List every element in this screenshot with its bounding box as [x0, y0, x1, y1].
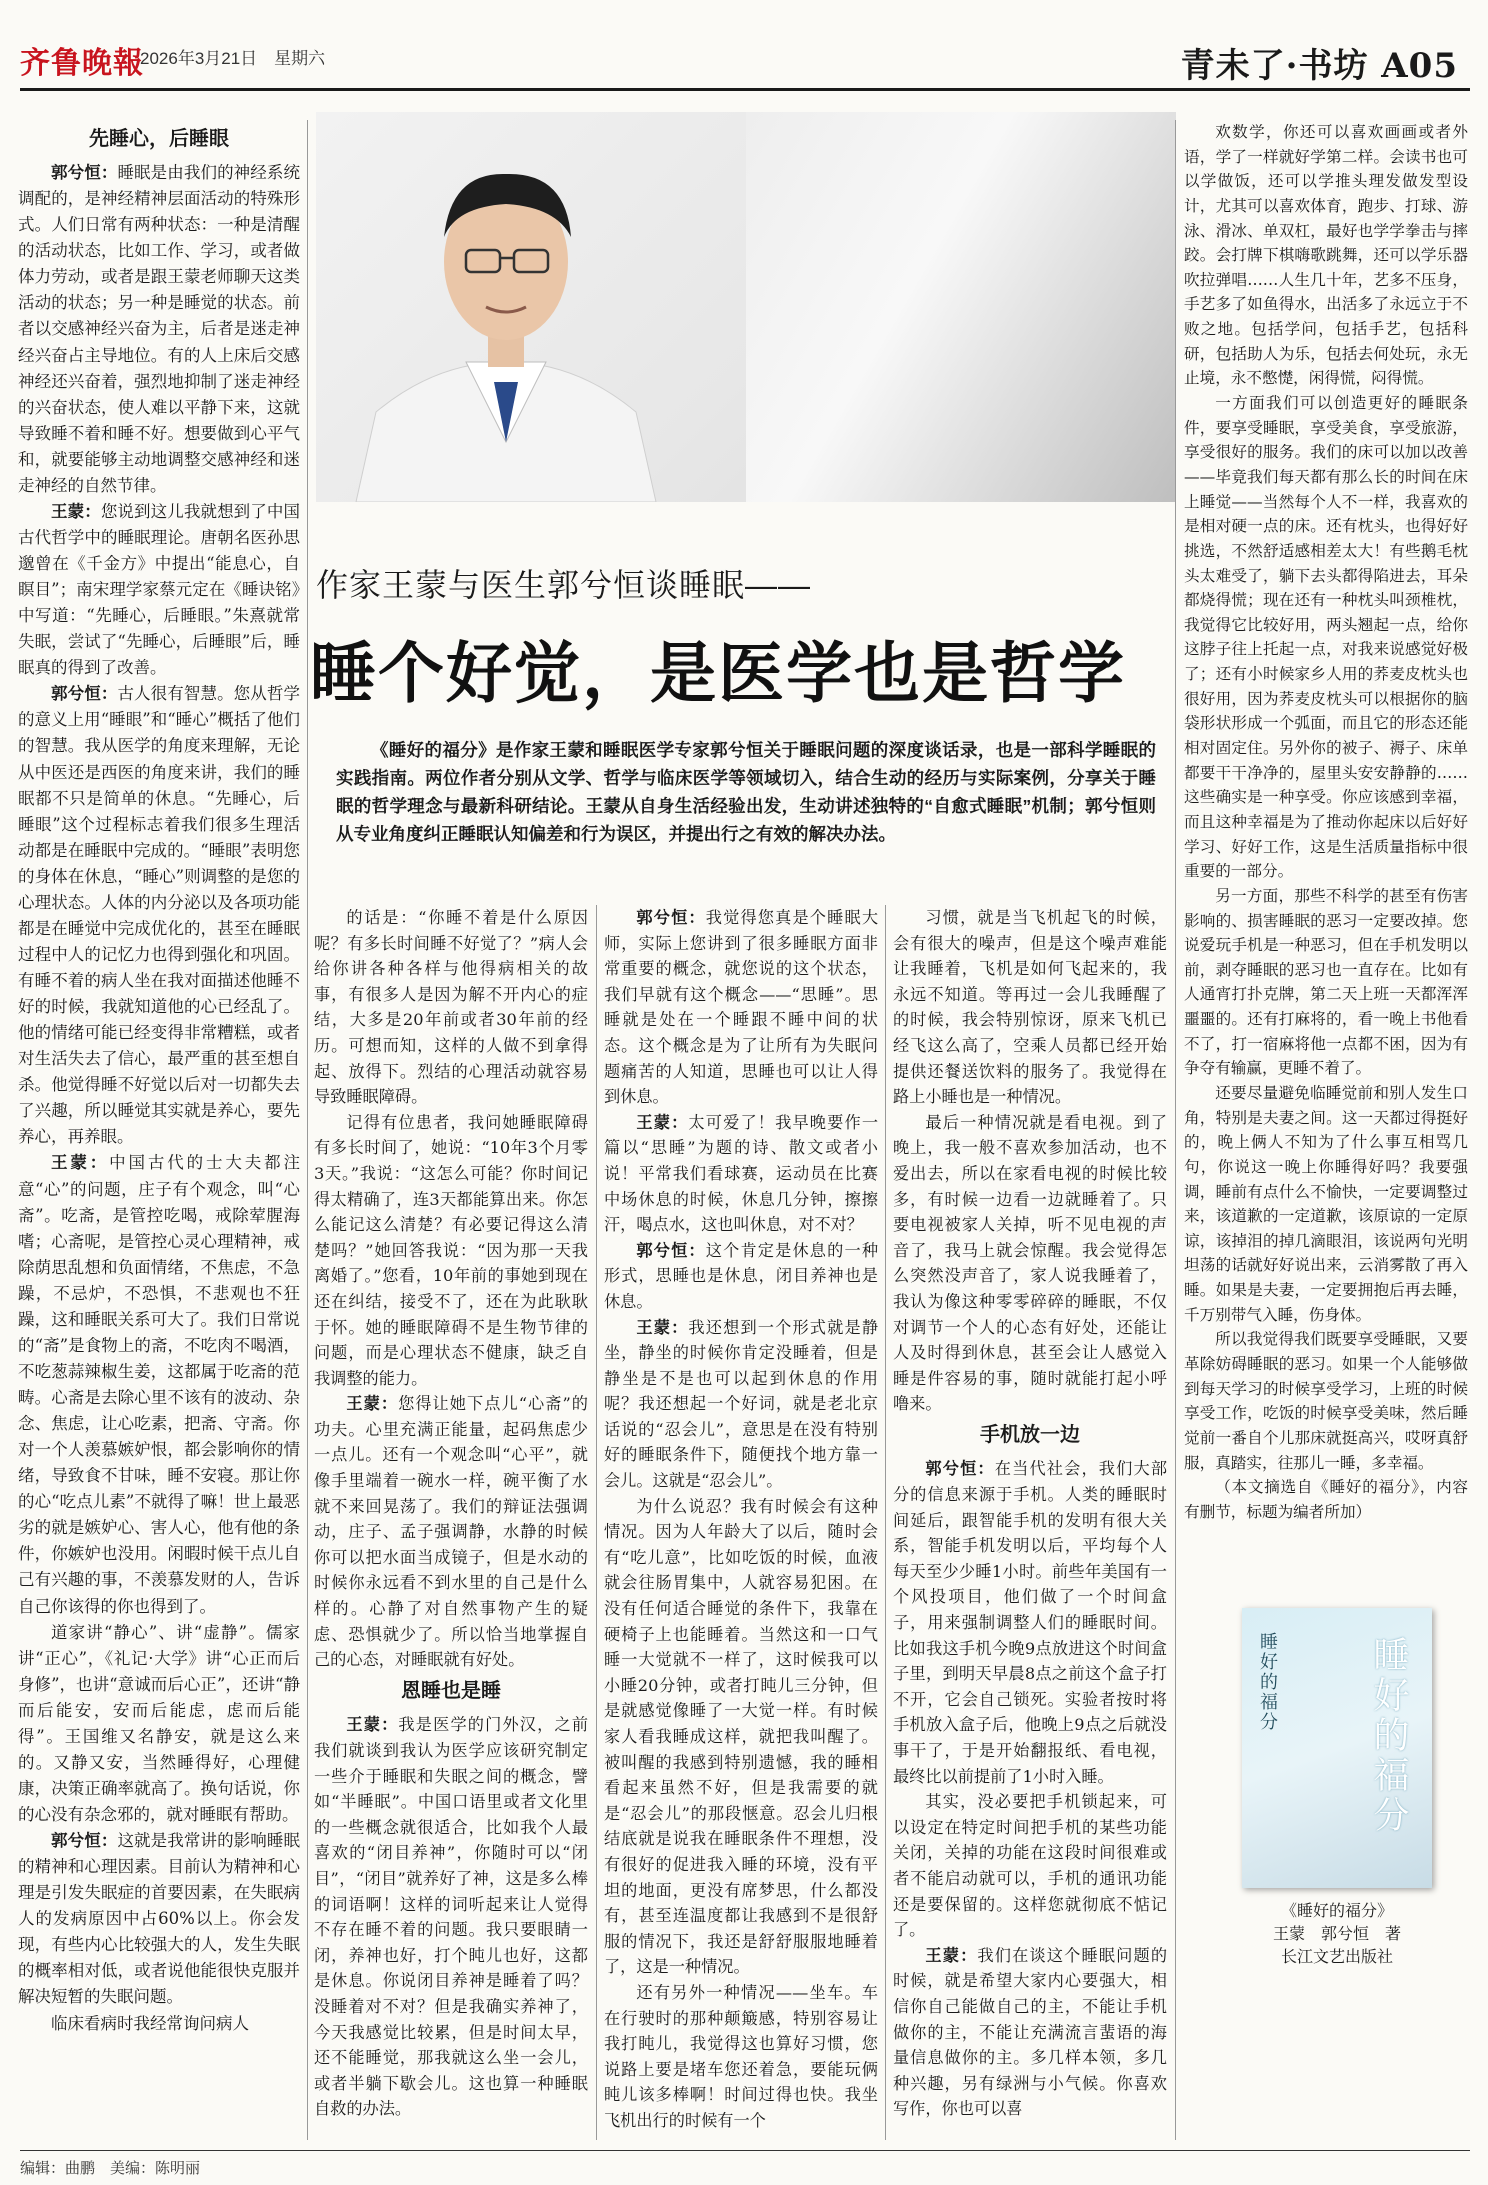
speaker-label: 王蒙：: [636, 1317, 689, 1337]
paragraph: [314, 1712, 588, 2122]
paragraph-text: 睡眠是由我们的神经系统调配的，是神经精神层面活动的特殊形式。人们日常有两种状态：一种是清醒的活动状态，比如工作、学习，或者做体力劳动，或者是跟王蒙老师聊天这类活动的状态；另一种是睡觉的状态。前者以交感神经兴奋为主，后者是迷走神经兴奋占主导地位。有的人上床后交感神经还兴奋着，强烈地抑制了迷走神经的兴奋状态，使人难以平静下来，这就导致睡不着和睡不好。想要做到心平气和，就要能够主动地调整交感神经和迷走神经的自然节律。: [18, 163, 300, 495]
paragraph: [18, 1828, 300, 2010]
subheading-1: 先睡心，后睡眼: [89, 128, 229, 150]
column-3-text: [604, 905, 878, 2134]
paragraph-text: 所以我觉得我们既要享受睡眠，又要革除妨碍睡眠的恶习。如果一个人能够做到每天学习的时候享受学习，上班的时候享受工作，吃饭的时候享受美味，然后睡觉前一番自个儿那床就挺高兴，哎呀真舒服，真踏实，往那儿一睡，多幸福。: [1184, 1330, 1468, 1472]
book-cover-title: 睡好的福分: [1368, 1636, 1409, 1836]
paragraph: [604, 905, 878, 1110]
paragraph: [604, 1238, 878, 1315]
paragraph: [1184, 1475, 1468, 1524]
paragraph-text: 欢数学，你还可以喜欢画画或者外语，学了一样就好学第二样。会读书也可以学做饭，还可以学推头理发做发型设计，尤其可以喜欢体育，跑步、打球、游泳、滑冰、单双杠，最好也学学拳击与摔跤。会打牌下棋嗨歌跳舞，还可以学乐器吹拉弹唱……人生几十年，艺多不压身，手艺多了如鱼得水，出活多了永远立于不败之地。包括学问，包括手艺，包括科研，包括助人为乐，包括去何处玩，永无止境，永不憋憷，闲得慌，闷得慌。: [1184, 123, 1468, 388]
speaker-label: 王蒙：: [925, 1945, 978, 1965]
paragraph: [1184, 1081, 1468, 1327]
paragraph-text: 这个肯定是休息的一种形式，思睡也是休息，闭目养神也是休息。: [604, 1240, 878, 1311]
paragraph-text: 为什么说忍？我有时候会有这种情况。因为人年龄大了以后，随时会有“吃儿意”，比如吃饭的时候，血液就会往肠胃集中，人就容易犯困。在没有任何适合睡觉的条件下，我靠在硬椅子上也能睡着。当然这和一口气睡一大觉就不一样了，这时候我可以小睡20分钟，或者打盹儿三分钟，但是就感觉像睡了一大觉一样。有时候家人看我睡成这样，就把我叫醒了。被叫醒的我感到特别遗憾，我的睡相看起来虽然不好，但是我需要的就是“忍会儿”的那段惬意。忍会儿归根结底就是说我在睡眠条件不理想，没有很好的促进我入睡的环境，没有平坦的地面，更没有席梦思，什么都没有，甚至连温度都让我感到不是很舒服的情况下，我还是舒舒服服地睡着了，这是一种情况。: [604, 1496, 878, 1977]
paragraph: [604, 1980, 878, 2134]
paragraph: [314, 905, 588, 1110]
issue-date: 2026年3月21日 星期六: [140, 49, 326, 68]
column-2-text: [314, 905, 588, 2122]
paragraph: [18, 160, 300, 499]
paragraph-text: 我觉得您真是个睡眠大师，实际上您讲到了很多睡眠方面非常重要的概念，就您说的这个状态，我们早就有这个概念——“思睡”。思睡就是处在一个睡跟不睡中间的状态。这个概念是为了让所有为失眠问题痛苦的人知道，思睡也可以让人得到休息。: [604, 908, 878, 1107]
photo-background: [746, 112, 1176, 502]
paragraph-text: 临床看病时我经常询问病人: [51, 2013, 249, 2033]
paragraph: [1184, 120, 1468, 391]
book-caption: [1232, 1900, 1442, 1969]
footer-credits: 编辑：曲鹏 美编：陈明丽: [20, 2160, 201, 2177]
paragraph-text: 还有另外一种情况——坐车。车在行驶时的那种颠簸感，特别容易让我打盹儿，我觉得这也算好习惯，您说路上要是堵车您还着急，要能玩俩盹儿该多棒啊！时间过得也快。我坐飞机出行的时候有一个: [604, 1982, 878, 2130]
paragraph-text: 我们在谈这个睡眠问题的时候，就是希望大家内心要强大，相信你自己能做自己的主，不能让手机做你的主，不能让充满流言蜚语的海量信息做你的主。多几样本领，多几种兴趣，另有绿洲与小气候。你喜欢写作，你也可以喜: [893, 1945, 1167, 2119]
paragraph: [893, 905, 1167, 1110]
paragraph-text: 的话是：“你睡不着是什么原因呢？有多长时间睡不好觉了？”病人会给你讲各种各样与他得病相关的故事，有很多人是因为解不开内心的症结，大多是20年前或者30年前的经历。可想而知，这样的人做不到拿得起、放得下。烈结的心理活动就容易导致睡眠障碍。: [314, 908, 588, 1107]
paragraph-text: 这就是我常讲的影响睡眠的精神和心理因素。目前认为精神和心理是引发失眠症的首要因素，在失眠病人的发病原因中占60%以上。你会发现，有些内心比较强大的人，发生失眠的概率相对低，或者说他能很快克服并解决短暂的失眠问题。: [18, 1831, 300, 2007]
paragraph: [18, 2011, 300, 2037]
paragraph-text: 还要尽量避免临睡觉前和别人发生口角，特别是夫妻之间。这一天都过得挺好的，晚上俩人不知为了什么事互相骂几句，你说这一晚上你睡得好吗？我要强调，睡前有点什么不愉快，一定要调整过来，该道歉的一定道歉，该原谅的一定原谅，该掉泪的掉几滴眼泪，该说两句光明坦荡的话就好好说出来，云消雾散了再入睡。如果是夫妻，一定要拥抱后再去睡，千万别带气入睡，伤身体。: [1184, 1083, 1468, 1324]
paragraph-text: （本文摘选自《睡好的福分》，内容有删节，标题为编者所加）: [1184, 1478, 1468, 1521]
column-4: [893, 905, 1167, 2122]
masthead: [0, 0, 1488, 96]
paragraph-text: 道家讲“静心”、讲“虚静”。儒家讲“正心”，《礼记·大学》讲“心正而后身修”，也讲“意诚而后心正”，还讲“静而后能安，安而后能虑，虑而后能得”。王国维又名静安，就是这么来的。又静又安，当然睡得好，心理健康，决策正确率就高了。换句话说，你的心没有杂念邪的，就对睡眠有帮助。: [18, 1622, 300, 1824]
paragraph-text: 中国古代的士大夫都注意“心”的问题，庄子有个观念，叫“心斋”。吃斋，是管控吃喝，戒除荤腥海嗜；心斋呢，是管控心灵心理精神，戒除荫思乱想和负面情绪，不焦虑，不急躁，不忌炉，不恐惧，不悲观也不狂躁，这和睡眠关系可大了。我们日常说的“斋”是食物上的斋，不吃肉不喝酒，不吃葱蒜辣椒生姜，这都属于吃斋的范畴。心斋是去除心里不该有的波动、杂念、焦虑，让心吃素，把斋、守斋。你对一个人羡慕嫉妒恨，都会影响你的情绪，导致食不甘味，睡不安寝。那让你的心“吃点儿素”不就得了嘛！世上最恶劣的就是嫉妒心、害人心，他有他的条件，你嫉妒也没用。闲暇时候干点儿自己有兴趣的事，不羡慕发财的人，告诉自己你该得的你也得到了。: [18, 1153, 300, 1616]
paragraph: [604, 1494, 878, 1980]
speaker-label: 王蒙：: [636, 1112, 689, 1132]
intro-text: 《睡好的福分》是作家王蒙和睡眠医学专家郭兮恒关于睡眠问题的深度谈话录，也是一部科学睡眠的实践指南。两位作者分别从文学、哲学与临床医学等领域切入，结合生动的经历与实际案例，分享关于睡眠的哲学理念与最新科研结论。王蒙从自身生活经验出发，生动讲述独特的“自愈式睡眠”机制；郭兮恒则从专业角度纠正睡眠认知偏差和行为误区，并提出行之有效的解决办法。: [336, 740, 1156, 844]
speaker-label: 郭兮恒：: [636, 908, 706, 927]
book-caption-title: 《睡好的福分》: [1280, 1903, 1393, 1920]
newspaper-logo: 齐鲁晚報: [20, 46, 144, 81]
speaker-label: 郭兮恒：: [636, 1240, 706, 1260]
author-photo: [316, 112, 1176, 502]
paragraph-text: 另一方面，那些不科学的甚至有伤害影响的、损害睡眠的恶习一定要改掉。您说爱玩手机是一种恶习，但在手机发明以前，剥夺睡眠的恶习也一直存在。比如有人通宵打扑克牌，第二天上班一天都浑浑噩噩的。还有打麻将的，看一晚上书他看不了，打一宿麻将他一点都不困，因为有争夺有输赢，更睡不着了。: [1184, 886, 1468, 1078]
paragraph: [893, 1110, 1167, 1417]
paragraph-text: 您说到这儿我就想到了中国古代哲学中的睡眠理论。唐朝名医孙思邈曾在《千金方》中提出“能息心，自瞑目”；南宋理学家蔡元定在《睡诀铭》中写道：“先睡心，后睡眼。”朱熹就常失眠，尝试了“先睡心，后睡眼”后，睡眠真的得到了改善。: [18, 501, 300, 678]
article-headline: 睡个好觉，是医学也是哲学: [310, 634, 1126, 712]
book-cover: [1242, 1608, 1432, 1888]
paragraph: [18, 1150, 300, 1619]
column-divider: [1175, 120, 1176, 2140]
article-intro: [336, 736, 1156, 848]
paragraph: [604, 1110, 878, 1238]
book-caption-authors: 王蒙 郭兮恒 著: [1272, 1926, 1401, 1943]
paragraph: [314, 1391, 588, 1673]
paragraph-text: 古人很有智慧。您从哲学的意义上用“睡眼”和“睡心”概括了他们的智慧。我从医学的角度来理解，无论从中医还是西医的角度来讲，我们的睡眠都不只是简单的休息。“先睡心，后睡眼”这个过程标志着我们很多生理活动都是在睡眠中完成的。“睡眼”表明您的身体在休息，“睡心”则调整的是您的心理状态。人体的内分泌以及各项功能都是在睡觉中完成优化的，甚至在睡眠过程中人的记忆力也得到强化和巩固。有睡不着的病人坐在我对面描述他睡不好的时候，我就知道他的心已经乱了。他的情绪可能已经变得非常糟糕，或者对生活失去了信心，最严重的甚至想自杀。他觉得睡不好觉以后对一切都失去了兴趣，所以睡觉其实就是养心，要先养心，再养眼。: [18, 684, 300, 1147]
paragraph: [1184, 391, 1468, 884]
paragraph: [18, 1620, 300, 1829]
article-kicker: 作家王蒙与医生郭兮恒谈睡眠——: [316, 567, 812, 603]
speaker-label: 郭兮恒：: [51, 1831, 118, 1851]
column-1: [18, 120, 300, 2037]
col2-subheading: 恩睡也是睡: [401, 1679, 501, 1702]
speaker-label: 郭兮恒：: [51, 163, 118, 183]
paragraph-text: 在当代社会，我们大部分的信息来源于手机。人类的睡眠时间延后，跟智能手机的发明有很大关系，智能手机发明以后，平均每个人每天至少少睡1小时。前些年美国有一个风投项目，他们做了一个时间盒子，用来强制调整人们的睡眠时间。比如我这手机今晚9点放进这个时间盒子里，到明天早晨8点之前这个盒子打不开，它会自己锁死。实验者按时将手机放入盒子后，他晚上9点之后就没事干了，于是开始翻报纸、看电视，最终比以前提前了1小时入睡。: [893, 1459, 1167, 1786]
speaker-label: 王蒙：: [51, 1153, 110, 1173]
paragraph-text: 太可爱了！我早晚要作一篇以“思睡”为题的诗、散文或者小说！平常我们看球赛，运动员在比赛中场休息的时候，休息几分钟，擦擦汗，喝点水，这也叫休息，对不对？: [604, 1112, 878, 1235]
column-divider: [596, 905, 597, 2140]
paragraph: [18, 499, 300, 681]
paragraph-text: 我还想到一个形式就是静坐，静坐的时候你肯定没睡着，但是静坐是不是也可以起到休息的作用呢？我还想起一个好词，就是老北京话说的“忍会儿”，意思是在没有特别好的睡眠条件下，随便找个地方靠一会儿。这就是“忍会儿”。: [604, 1317, 878, 1491]
paragraph: [604, 1315, 878, 1494]
paragraph: [893, 1943, 1167, 2122]
speaker-label: 王蒙：: [51, 501, 101, 521]
footer-rule: [20, 2150, 1470, 2151]
paragraph-text: 我是医学的门外汉，之前我们就谈到我认为医学应该研究制定一些介于睡眠和失眠之间的概念，譬如“半睡眠”。中国口语里或者文化里的一些概念就很适合，比如我个人最喜欢的“闭目养神”，你随时可以“闭目”，“闭目”就养好了神，这是多么棒的词语啊！这样的词听起来让人觉得不存在睡不着的问题。我只要眼睛一闭，养神也好，打个盹儿也好，这都是休息。你说闭目养神是睡着了吗？没睡着对不对？但是我确实养神了，今天我感觉比较累，但是时间太早，还不能睡觉，那我就这么坐一会儿，或者半躺下歇会儿。这也算一种睡眠自救的办法。: [314, 1715, 588, 2119]
speaker-label: 王蒙：: [346, 1715, 399, 1735]
speaker-label: 郭兮恒：: [51, 684, 118, 704]
column-divider: [307, 120, 308, 2140]
paragraph-text: 记得有位患者，我问她睡眠障碍有多长时间了，她说：“10年3个月零3天。”我说：“这怎么可能？你时间记得太精确了，连3天都能算出来。你怎么能记这么清楚？有必要记得这么清楚吗？”她回答我说：“因为那一天我离婚了。”您看，10年前的事她到现在还在纠结，接受不了，还在为此耿耿于怀。她的睡眠障碍不是生物节律的问题，而是心理状态不健康，缺乏自我调整的能力。: [314, 1112, 588, 1388]
paragraph-text: 一方面我们可以创造更好的睡眠条件，要享受睡眠，享受美食，享受旅游，享受很好的服务。我们的床可以加以改善——毕竟我们每天都有那么长的时间在床上睡觉——当然每个人不一样，我喜欢的是相对硬一点的床。还有枕头，也得好好挑选，不然舒适感相差太大！有些鹅毛枕头太难受了，躺下去头都得陷进去，耳朵都烧得慌；现在还有一种枕头叫颈椎枕，我觉得它比较好用，两头翘起一点，给你这脖子往上托起一点，对我来说感觉好极了；还有小时候家乡人用的荞麦皮枕头也很好用，因为荞麦皮枕头可以根据你的脑袋形状形成一个弧面，而且它的形态还能相对固定住。另外你的被子、褥子、床单都要干干净净的，屋里头安安静静的……这些确实是一种享受。你应该感到幸福，而且这种幸福是为了推动你起床以后好好学习、好好工作，这是生活质量指标中很重要的一部分。: [1184, 394, 1468, 881]
book-cover-block: [1232, 1608, 1442, 1978]
paragraph: [1184, 884, 1468, 1081]
col4-subheading: 手机放一边: [980, 1423, 1080, 1446]
masthead-rule: [20, 88, 1470, 91]
book-cover-subtitle: 睡好的福分: [1257, 1632, 1278, 1732]
column-5-text: [1184, 120, 1468, 1525]
book-caption-publisher: 长江文艺出版社: [1280, 1949, 1393, 1966]
paragraph: [1184, 1327, 1468, 1475]
section-title: 青未了·书坊 A05: [1180, 46, 1458, 86]
column-5: [1184, 120, 1468, 1525]
column-1-text: [18, 160, 300, 2037]
column-3: [604, 905, 878, 2134]
column-divider: [885, 905, 886, 2140]
paragraph-text: 最后一种情况就是看电视。到了晚上，我一般不喜欢参加活动，也不爱出去，所以在家看电视的时候比较多，有时候一边看一边就睡着了。只要电视被家人关掉，听不见电视的声音了，我马上就会惊醒。我会觉得怎么突然没声音了，家人说我睡着了，我认为像这种零零碎碎的睡眠，不仅对调节一个人的心态有好处，还能让人及时得到休息，甚至会让人感觉入睡是件容易的事，随时就能打起小呼噜来。: [893, 1112, 1167, 1414]
paragraph: [314, 1110, 588, 1392]
paragraph: [893, 1456, 1167, 1789]
paragraph: [18, 681, 300, 1150]
speaker-label: 王蒙：: [346, 1394, 399, 1414]
doctor-figure: [356, 174, 656, 502]
speaker-label: 郭兮恒：: [925, 1459, 995, 1479]
column-2: [314, 905, 588, 2122]
paragraph-text: 其实，没必要把手机锁起来，可以设定在特定时间把手机的某些功能关闭，关掉的功能在这段时间很难或者不能启动就可以，手机的通讯功能还是要保留的。这样您就彻底不惦记了。: [893, 1792, 1167, 1940]
column-4-text: [893, 905, 1167, 2122]
paragraph-text: 您得让她下点儿“心斋”的功夫。心里充满正能量，起码焦虑少一点儿。还有一个观念叫“心平”，就像手里端着一碗水一样，碗平衡了水就不来回晃荡了。我们的辩证法强调动，庄子、孟子强调静，水静的时候你可以把水面当成镜子，但是水动的时候你永远看不到水里的自己是什么样的。心静了对自然事物产生的疑虑、恐惧就少了。所以恰当地掌握自己的心态，对睡眠就有好处。: [314, 1394, 588, 1670]
paragraph-text: 习惯，就是当飞机起飞的时候，会有很大的噪声，但是这个噪声难能让我睡着，飞机是如何飞起来的，我永远不知道。等再过一会儿我睡醒了的时候，我会特别惊讶，原来飞机已经飞这么高了，空乘人员都已经开始提供还餐送饮料的服务了。我觉得在路上小睡也是一种情况。: [893, 908, 1167, 1107]
paragraph: [893, 1789, 1167, 1943]
